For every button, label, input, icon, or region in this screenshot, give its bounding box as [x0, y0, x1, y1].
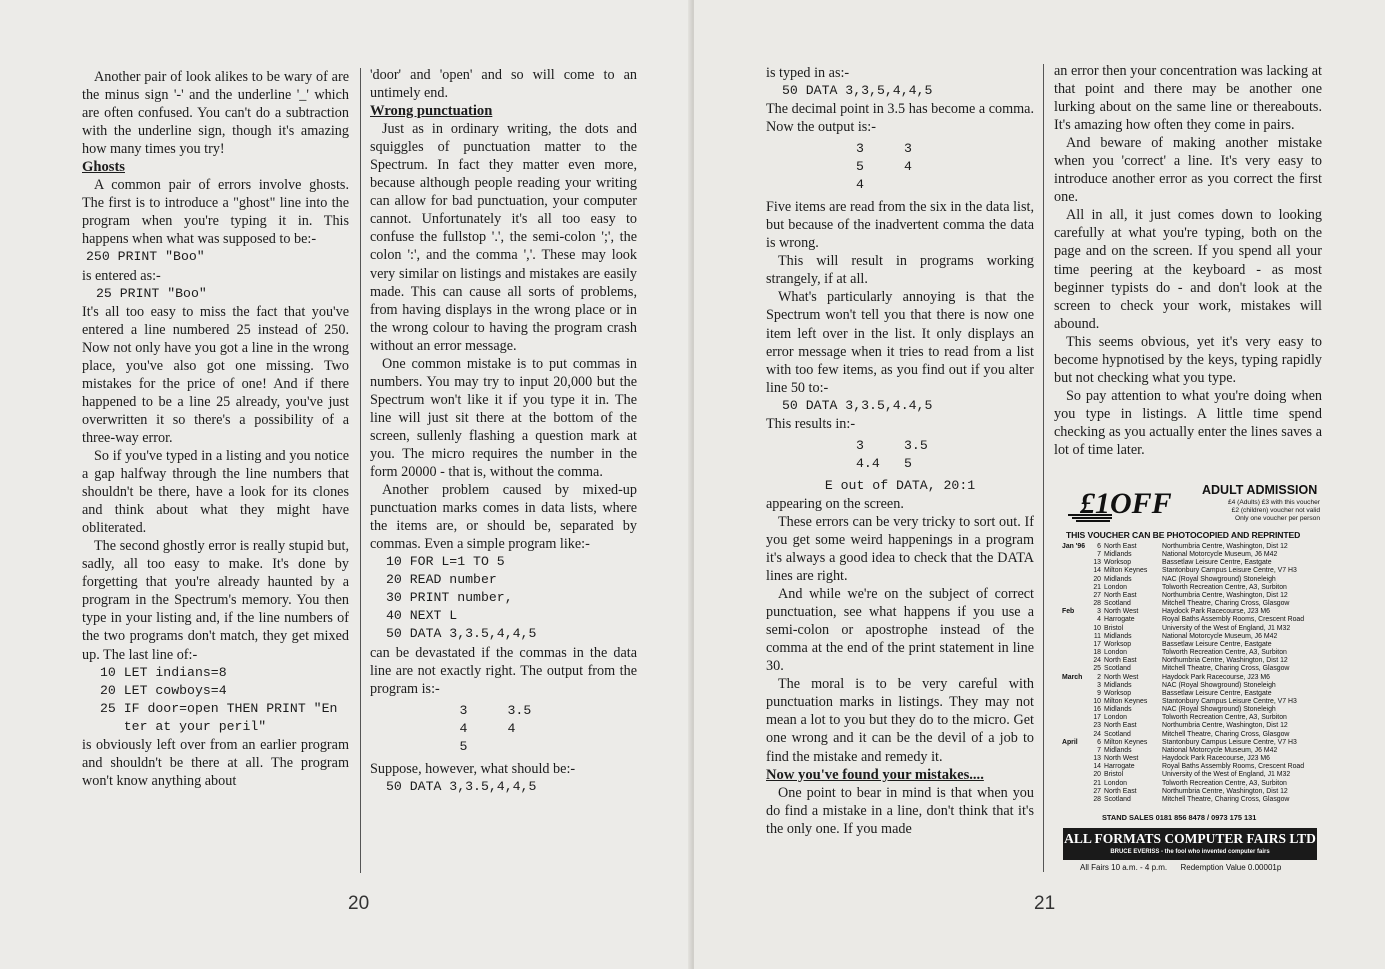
schedule-region: Harrogate	[1104, 616, 1135, 624]
code-listing: 25 PRINT "Boo"	[96, 285, 207, 301]
schedule-month	[1062, 722, 1090, 730]
schedule-row	[1062, 625, 1320, 633]
output-cell: 3	[856, 141, 864, 157]
schedule-day: 7	[1097, 746, 1101, 754]
page-number: 20	[348, 893, 370, 914]
paragraph: Another problem caused by mixed-up punctuation marks comes in data lists, where the items are, or should be, separated by commas. Even a simple program like:-	[370, 482, 637, 553]
schedule-region: London	[1104, 583, 1127, 591]
fair-schedule	[1062, 543, 1320, 804]
paragraph: Five items are read from the six in the data list, but because of the inadvertent comma the data is wrong.	[766, 199, 1034, 252]
schedule-month	[1062, 625, 1090, 633]
schedule-row	[1062, 796, 1320, 804]
schedule-venue: Haydock Park Racecourse, J23 M6	[1162, 673, 1270, 681]
section-heading-wrong-punctuation: Wrong punctuation	[370, 103, 493, 120]
schedule-venue: Stantonbury Campus Leisure Centre, V7 H3	[1162, 738, 1297, 746]
paragraph: A common pair of errors involve ghosts. The first is to introduce a "ghost" line into the program when you're typing it in. This happens when what was supposed to be:-	[82, 177, 349, 248]
output-cell	[508, 738, 548, 756]
schedule-day: 2	[1097, 673, 1101, 681]
schedule-day: 17	[1093, 640, 1101, 648]
right-column-2	[1054, 62, 1322, 459]
company-tagline: BRUCE EVERISS - the fool who invented computer fairs	[1110, 849, 1270, 855]
code-listing: 50 DATA 3,3.5,4,4,5	[386, 778, 537, 794]
schedule-region: London	[1104, 779, 1127, 787]
schedule-row	[1062, 633, 1320, 641]
schedule-region: Worksop	[1104, 559, 1132, 567]
schedule-venue: Haydock Park Racecourse, J23 M6	[1162, 608, 1270, 616]
schedule-row	[1062, 739, 1320, 747]
schedule-day: 4	[1097, 616, 1101, 624]
paragraph: The second ghostly error is really stupid but, sadly, all too easy to make. It's done by forgetting that you're already haunted by a program in the Spectrum's memory. You then type in your listing and, if the line numbers of the two programs don't match, they get mixed up. The last line of:-	[82, 538, 349, 663]
schedule-row	[1062, 600, 1320, 608]
schedule-day: 10	[1093, 624, 1101, 632]
schedule-day: 20	[1093, 575, 1101, 583]
paragraph: This seems obvious, yet it's very easy to become hypnotised by the keys, typing rapidly but not checking what you type.	[1054, 333, 1322, 386]
schedule-month	[1062, 576, 1090, 584]
schedule-day: 17	[1093, 714, 1101, 722]
schedule-day: 23	[1093, 722, 1101, 730]
schedule-day: 18	[1093, 649, 1101, 657]
schedule-day: 20	[1093, 771, 1101, 779]
schedule-venue: Mitchell Theatre, Charing Cross, Glasgow	[1162, 795, 1290, 803]
paragraph: appearing on the screen.	[766, 495, 904, 512]
schedule-day: 27	[1093, 591, 1101, 599]
schedule-month	[1062, 690, 1090, 698]
schedule-region: Midlands	[1104, 632, 1132, 640]
schedule-month	[1062, 706, 1090, 714]
schedule-month	[1062, 616, 1090, 624]
schedule-venue: National Motorcycle Museum, J6 M42	[1162, 632, 1278, 640]
schedule-region: Midlands	[1104, 706, 1132, 714]
schedule-row	[1062, 592, 1320, 600]
schedule-month	[1062, 649, 1090, 657]
schedule-day: 25	[1093, 665, 1101, 673]
output-cell: 4	[507, 720, 516, 736]
output-cell: 4	[904, 159, 912, 175]
schedule-venue: NAC (Royal Showground) Stoneleigh	[1162, 681, 1276, 689]
schedule-day: 11	[1093, 632, 1101, 640]
schedule-month	[1062, 771, 1090, 779]
column-rule	[1043, 64, 1044, 872]
schedule-month	[1062, 714, 1090, 722]
code-listing: 10 FOR L=1 TO 5 20 READ number 30 PRINT number, 40 NEXT L 50 DATA 3,3.5,4,4,5	[386, 554, 537, 642]
schedule-month	[1062, 780, 1090, 788]
schedule-region: Milton Keynes	[1104, 567, 1148, 575]
schedule-venue: Mitchell Theatre, Charing Cross, Glasgow	[1162, 665, 1290, 673]
output-cell: 3.5	[507, 702, 532, 718]
paragraph: It's all too easy to miss the fact that you've entered a line numbered 25 instead of 250. Now not only have you got a line in the wrong place, you've also got one missing. Two mistakes for the price of one! And if there happened to be a line 25 already, you've just overwritten it so there's a possibility of a three-way error.	[82, 303, 349, 446]
schedule-region: North East	[1104, 657, 1137, 665]
paragraph: Just as in ordinary writing, the dots and squiggles of punctuation matter to the Spectrum. In fact they matter even more, because although people reading your writing can allow for bad punctuation, your computer cannot. Unfortunately it's all too easy to confuse the fullstop '.', the semi-colon ';', the colon ':', and the comma ','. These may look very similar on listings and mistakes are easily made. This can cause all sorts of problems, from having displays in the wrong place or in the wrong colour to having the program crash without an error message.	[370, 121, 637, 354]
schedule-row	[1062, 616, 1320, 624]
schedule-region: North East	[1104, 787, 1137, 795]
schedule-month	[1062, 747, 1090, 755]
paragraph: And beware of making another mistake when you 'correct' a line. It's very easy to introduce another error as you correct the first one.	[1054, 135, 1322, 206]
program-output	[766, 437, 1034, 473]
schedule-row	[1062, 674, 1320, 682]
schedule-venue: National Motorcycle Museum, J6 M42	[1162, 746, 1278, 754]
schedule-row	[1062, 690, 1320, 698]
schedule-venue: Bassetlaw Leisure Centre, Eastgate	[1162, 689, 1272, 697]
paragraph: All in all, it just comes down to looking carefully at what you're typing, both on the page and on the screen. If you spend all your time peering at the keyboard - as most beginner typists do - and don't look at the screen to check your work, mistakes will abound.	[1054, 207, 1322, 332]
right-column-1	[766, 64, 1034, 838]
error-message: E out of DATA, 20:1	[824, 477, 976, 493]
schedule-month	[1062, 584, 1090, 592]
schedule-day: 13	[1093, 559, 1101, 567]
schedule-row	[1062, 649, 1320, 657]
company-banner	[1063, 828, 1317, 860]
paragraph: Another pair of look alikes to be wary of are the minus sign '-' and the underline '_' which are often confused. You can't do a subtraction with the underline sign, though it's amazing how many times you try!	[82, 69, 349, 158]
left-page	[0, 0, 692, 969]
photocopy-note: THIS VOUCHER CAN BE PHOTOCOPIED AND REPRINTED	[1066, 530, 1301, 540]
output-cell: 5	[904, 455, 912, 471]
fair-hours-footer: All Fairs 10 a.m. - 4 p.m. Redemption Value 0.00001p	[1080, 863, 1282, 872]
one-pound-off-logo	[1066, 484, 1176, 524]
section-heading-found-mistakes: Now you've found your mistakes....	[766, 766, 984, 783]
schedule-region: Scotland	[1104, 795, 1131, 803]
schedule-row	[1062, 543, 1320, 551]
paragraph: can be devastated if the commas in the data line are not exactly right. The output from the program is:-	[370, 644, 637, 697]
schedule-row	[1062, 755, 1320, 763]
output-cell: 3	[459, 702, 468, 718]
schedule-row	[1062, 771, 1320, 779]
schedule-day: 6	[1097, 738, 1101, 746]
schedule-region: Scotland	[1104, 730, 1131, 738]
schedule-region: Midlands	[1104, 551, 1132, 559]
output-cell: 3	[904, 141, 912, 157]
schedule-month	[1062, 788, 1090, 796]
code-listing: 50 DATA 3,3,5,4,4,5	[782, 83, 933, 99]
schedule-venue: Stantonbury Campus Leisure Centre, V7 H3	[1162, 697, 1297, 705]
paragraph: Suppose, however, what should be:-	[370, 760, 576, 777]
paragraph: This will result in programs working strangely, if at all.	[766, 253, 1034, 288]
schedule-row	[1062, 608, 1320, 616]
schedule-day: 21	[1093, 583, 1101, 591]
company-name: ALL FORMATS COMPUTER FAIRS LTD	[1064, 831, 1316, 846]
schedule-region: Bristol	[1104, 771, 1124, 779]
paragraph: One point to bear in mind is that when you do find a mistake in a line, don't think that it's the only one. If you made	[766, 784, 1034, 837]
schedule-day: 13	[1093, 755, 1101, 763]
schedule-region: London	[1104, 714, 1127, 722]
program-output	[370, 702, 637, 756]
schedule-row	[1062, 747, 1320, 755]
code-listing: 10 LET indians=8 20 LET cowboys=4 25 IF door=open THEN PRINT "En ter at your peril"	[100, 664, 338, 734]
paragraph: This results in:-	[766, 415, 856, 432]
schedule-region: North West	[1104, 755, 1139, 763]
schedule-venue: Bassetlaw Leisure Centre, Eastgate	[1162, 640, 1272, 648]
paragraph: The moral is to be very careful with punctuation marks in listings. They may not mean a lot to you but they do to the micro. Get one wrong and it can be the devil of a job to find the mistake and remedy it.	[766, 676, 1034, 765]
schedule-day: 14	[1093, 567, 1101, 575]
schedule-day: 9	[1097, 689, 1101, 697]
schedule-venue: University of the West of England, J1 M32	[1162, 624, 1291, 632]
schedule-month	[1062, 682, 1090, 690]
schedule-month	[1062, 763, 1090, 771]
paragraph: One common mistake is to put commas in numbers. You may try to input 20,000 but the Spectrum won't like it if you type it in. The line will just sit there at the bottom of the screen, sullenly flashing a question mark at you. The micro requires the number in the form 20000 - that is, without the comma.	[370, 355, 637, 481]
schedule-row	[1062, 731, 1320, 739]
schedule-month: April	[1062, 738, 1078, 746]
schedule-day: 24	[1093, 730, 1101, 738]
schedule-month	[1062, 796, 1090, 804]
schedule-month	[1062, 665, 1090, 673]
schedule-region: North West	[1104, 673, 1139, 681]
schedule-row	[1062, 722, 1320, 730]
schedule-row	[1062, 698, 1320, 706]
schedule-row	[1062, 567, 1320, 575]
output-cell: 5	[856, 159, 864, 175]
schedule-region: North West	[1104, 608, 1139, 616]
schedule-venue: Northumbria Centre, Washington, Dist 12	[1162, 543, 1288, 550]
schedule-month: Jan '96	[1062, 543, 1086, 550]
schedule-region: Worksop	[1104, 689, 1132, 697]
schedule-month	[1062, 731, 1090, 739]
schedule-venue: Royal Baths Assembly Rooms, Crescent Road	[1162, 763, 1305, 771]
schedule-day: 14	[1093, 763, 1101, 771]
schedule-month	[1062, 755, 1090, 763]
output-cell: 4.4	[856, 455, 880, 471]
schedule-row	[1062, 788, 1320, 796]
paragraph: 'door' and 'open' and so will come to an untimely end.	[370, 67, 637, 102]
schedule-venue: Tolworth Recreation Centre, A3, Surbiton	[1162, 779, 1287, 787]
paragraph: These errors can be very tricky to sort out. If you get some weird happenings in a program it's always a good idea to check that the DATA lines are right.	[766, 513, 1034, 585]
column-rule	[360, 68, 361, 873]
term-line: Only one voucher per person	[1234, 514, 1320, 522]
schedule-day: 21	[1093, 779, 1101, 787]
schedule-venue: Bassetlaw Leisure Centre, Eastgate	[1162, 559, 1272, 567]
output-cell: 5	[459, 738, 468, 754]
schedule-month	[1062, 567, 1090, 575]
schedule-row	[1062, 559, 1320, 567]
schedule-venue: Haydock Park Racecourse, J23 M6	[1162, 755, 1270, 763]
schedule-region: North East	[1104, 543, 1137, 550]
term-line: £2 (children) voucher not valid	[1231, 506, 1320, 514]
schedule-venue: Tolworth Recreation Centre, A3, Surbiton	[1162, 714, 1287, 722]
page-number: 21	[1034, 893, 1056, 914]
schedule-venue: NAC (Royal Showground) Stoneleigh	[1162, 575, 1276, 583]
schedule-row	[1062, 551, 1320, 559]
schedule-month	[1062, 641, 1090, 649]
logo-text: £1OFF	[1080, 487, 1172, 520]
paragraph: an error then your concentration was lacking at that point and there may be another one lurking about on the same line or thereabouts. It's amazing how often they come in pairs.	[1054, 63, 1322, 134]
schedule-day: 28	[1093, 600, 1101, 608]
paragraph: is typed in as:-	[766, 65, 850, 81]
schedule-venue: Mitchell Theatre, Charing Cross, Glasgow	[1162, 730, 1290, 738]
schedule-region: Midlands	[1104, 746, 1132, 754]
schedule-venue: Royal Baths Assembly Rooms, Crescent Road	[1162, 616, 1305, 624]
schedule-day: 6	[1097, 543, 1101, 550]
stand-sales: STAND SALES 0181 856 8478 / 0973 175 131	[1102, 813, 1257, 822]
schedule-month	[1062, 551, 1090, 559]
admission-title: ADULT ADMISSION	[1202, 483, 1318, 497]
schedule-month: Feb	[1062, 608, 1075, 616]
schedule-month	[1062, 698, 1090, 706]
program-output	[766, 140, 1034, 194]
schedule-row	[1062, 780, 1320, 788]
schedule-day: 16	[1093, 706, 1101, 714]
schedule-venue: Tolworth Recreation Centre, A3, Surbiton	[1162, 649, 1287, 657]
schedule-row	[1062, 714, 1320, 722]
schedule-month	[1062, 559, 1090, 567]
schedule-venue: National Motorcycle Museum, J6 M42	[1162, 551, 1278, 559]
schedule-month	[1062, 633, 1090, 641]
schedule-region: North East	[1104, 591, 1137, 599]
schedule-row	[1062, 657, 1320, 665]
output-cell: 4	[856, 177, 864, 193]
schedule-venue: Northumbria Centre, Washington, Dist 12	[1162, 591, 1288, 599]
schedule-month: March	[1062, 673, 1083, 681]
output-cell: 3.5	[904, 437, 928, 453]
schedule-row	[1062, 584, 1320, 592]
schedule-region: London	[1104, 649, 1127, 657]
section-heading-ghosts: Ghosts	[82, 159, 125, 176]
schedule-region: Harrogate	[1104, 763, 1135, 771]
schedule-venue: NAC (Royal Showground) Stoneleigh	[1162, 706, 1276, 714]
schedule-venue: Tolworth Recreation Centre, A3, Surbiton	[1162, 583, 1287, 591]
left-column-1	[82, 68, 349, 790]
schedule-row	[1062, 576, 1320, 584]
paragraph: So if you've typed in a listing and you notice a gap halfway through the line numbers that shouldn't be there, have a look for its clones and think about what they might have obliterated.	[82, 447, 349, 537]
paragraph: is obviously left over from an earlier program and shouldn't be there at all. The program won't know anything about	[82, 736, 349, 789]
left-column-2	[370, 66, 637, 796]
schedule-row	[1062, 763, 1320, 771]
schedule-region: Worksop	[1104, 640, 1132, 648]
schedule-venue: Stantonbury Campus Leisure Centre, V7 H3	[1162, 567, 1297, 575]
schedule-region: Milton Keynes	[1104, 738, 1148, 746]
schedule-venue: Northumbria Centre, Washington, Dist 12	[1162, 722, 1288, 730]
schedule-month	[1062, 592, 1090, 600]
code-listing: 50 DATA 3,3.5,4.4,5	[782, 397, 933, 413]
schedule-day: 27	[1093, 787, 1101, 795]
schedule-row	[1062, 706, 1320, 714]
schedule-month	[1062, 657, 1090, 665]
voucher-terms	[1212, 499, 1320, 522]
output-cell: 4	[459, 720, 468, 736]
schedule-day: 3	[1097, 608, 1101, 616]
schedule-region: Bristol	[1104, 624, 1124, 632]
schedule-region: North East	[1104, 722, 1137, 730]
output-cell	[904, 176, 944, 194]
schedule-row	[1062, 682, 1320, 690]
schedule-region: Midlands	[1104, 575, 1132, 583]
schedule-day: 10	[1093, 697, 1101, 705]
schedule-day: 24	[1093, 657, 1101, 665]
paragraph: What's particularly annoying is that the Spectrum won't tell you that there is now one item left over in the list. It only displays an error message when it tries to read from a list with too few items, as you find out if you alter line 50 to:-	[766, 289, 1034, 396]
schedule-venue: Mitchell Theatre, Charing Cross, Glasgow	[1162, 600, 1290, 608]
schedule-region: Scotland	[1104, 665, 1131, 673]
schedule-month	[1062, 600, 1090, 608]
schedule-row	[1062, 641, 1320, 649]
code-listing: 250 PRINT "Boo"	[86, 249, 205, 265]
paragraph: is entered as:-	[82, 267, 161, 284]
output-cell: 3	[856, 437, 864, 453]
schedule-row	[1062, 665, 1320, 673]
schedule-venue: University of the West of England, J1 M32	[1162, 771, 1291, 779]
term-line: £4 (Adults) £3 with this voucher	[1228, 499, 1320, 506]
schedule-day: 7	[1097, 551, 1101, 559]
paragraph: The decimal point in 3.5 has become a comma. Now the output is:-	[766, 101, 1034, 136]
schedule-region: Midlands	[1104, 681, 1132, 689]
schedule-day: 3	[1097, 681, 1101, 689]
paragraph: So pay attention to what you're doing when you type in listings. A little time spend checking as you actually enter the lines saves a lot of time later.	[1054, 387, 1322, 458]
paragraph: And while we're on the subject of correct punctuation, see what happens if you use a semi-colon or apostrophe instead of the comma at the end of the print statement in line 30.	[766, 586, 1034, 675]
schedule-venue: Northumbria Centre, Washington, Dist 12	[1162, 787, 1288, 795]
schedule-venue: Northumbria Centre, Washington, Dist 12	[1162, 657, 1288, 665]
schedule-region: Scotland	[1104, 600, 1131, 608]
schedule-region: Milton Keynes	[1104, 697, 1148, 705]
schedule-day: 28	[1093, 795, 1101, 803]
